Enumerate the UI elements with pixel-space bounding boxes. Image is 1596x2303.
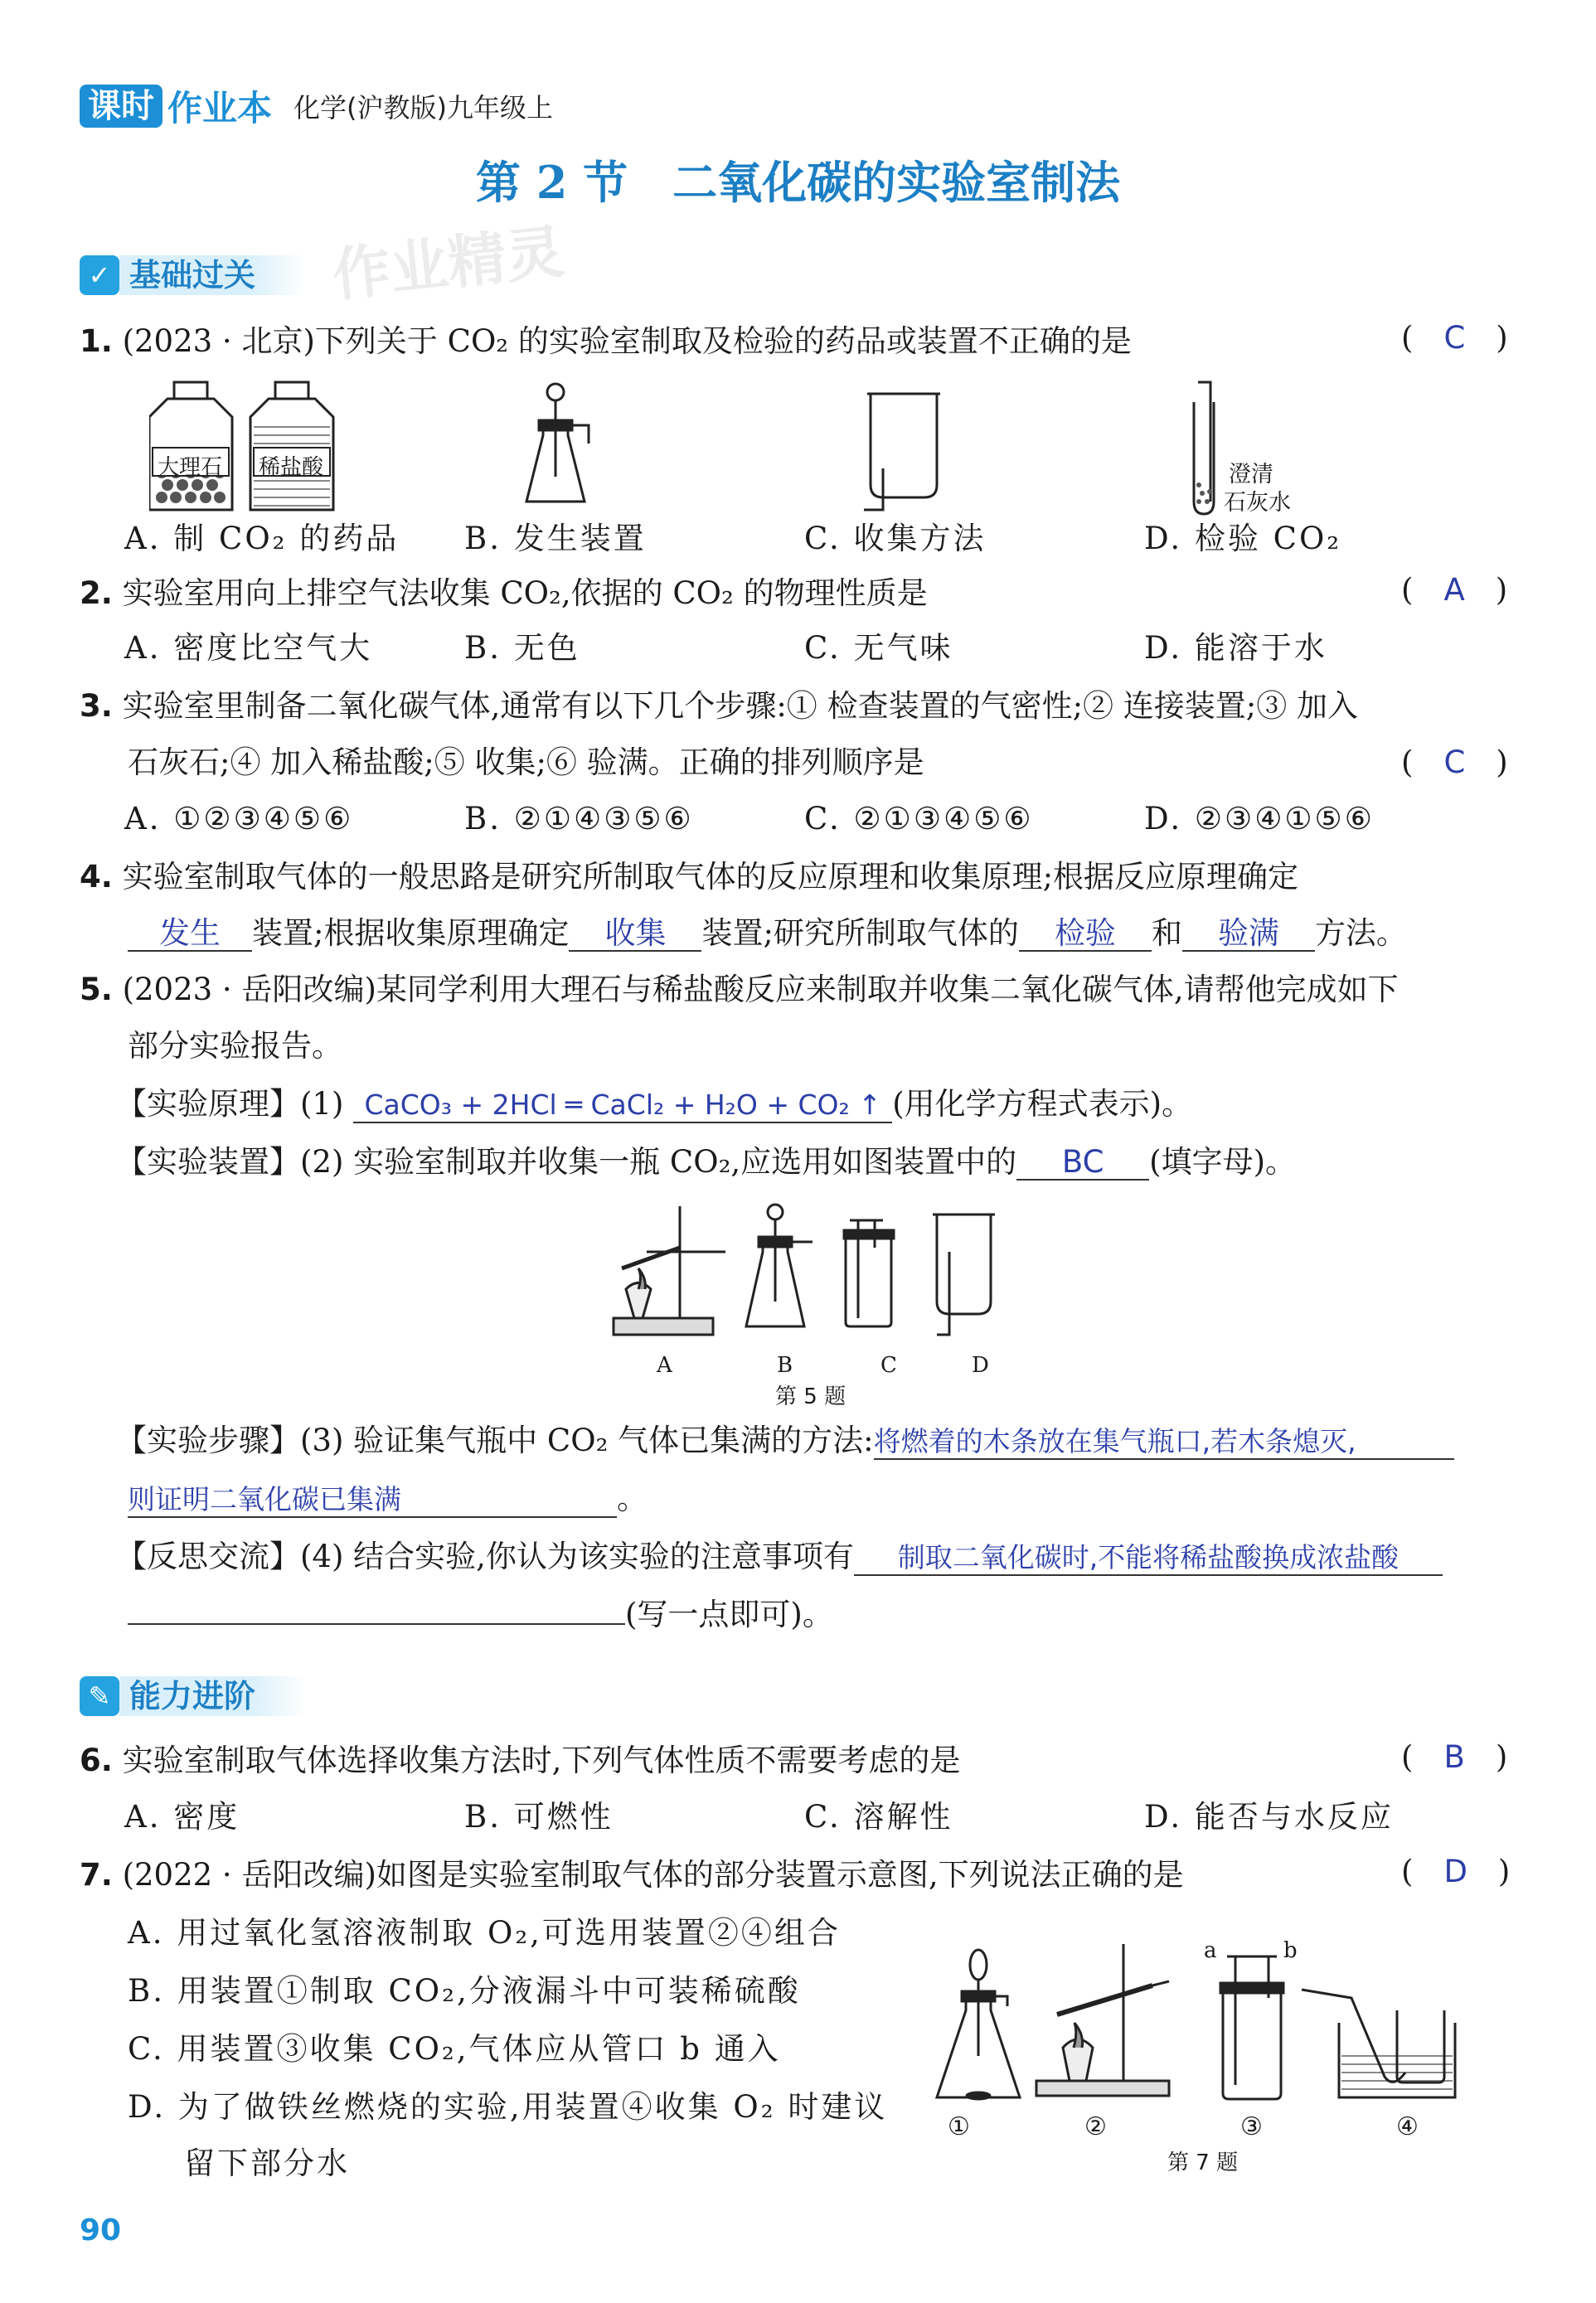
q5-fig-letter-a: A: [657, 1353, 672, 1378]
q7-tube-b: b: [1283, 1938, 1298, 1963]
q5-equation-blank[interactable]: CaCO₃ + 2HCl ═ CaCl₂ + H₂O + CO₂ ↑: [353, 1088, 892, 1123]
q2-option-b: B. 无色: [464, 630, 580, 666]
question-4: [80, 856, 1298, 899]
q5-part3-label: 【实验步骤】(3) 验证集气瓶中 CO₂ 气体已集满的方法:: [116, 1423, 874, 1458]
page-number: 90: [80, 2213, 122, 2247]
question-6: [80, 1739, 960, 1782]
bottle1-label: 大理石: [158, 455, 223, 480]
q6-option-c: C. 溶解性: [804, 1799, 953, 1835]
q5-part-2: [116, 1141, 1296, 1184]
q2-option-d: D. 能溶于水: [1144, 630, 1327, 666]
q5-part-3-line2: [128, 1477, 648, 1520]
q4-text-4: 方法。: [1314, 915, 1407, 951]
question-5-line2: 部分实验报告。: [128, 1028, 342, 1064]
q7-figure: [920, 1940, 1501, 2114]
q3-option-c: C. ②①③④⑤⑥: [804, 801, 1034, 836]
q5-check-blank-1[interactable]: 将燃着的木条放在集气瓶口,若木条熄灭,: [874, 1425, 1454, 1460]
question-number: 7.: [80, 1857, 113, 1893]
q7-tube-a: a: [1204, 1938, 1217, 1963]
q5-fig-letter-d: D: [972, 1353, 989, 1378]
q7-fig-number-1: ①: [948, 2112, 970, 2141]
q1-option-c: C. 收集方法: [804, 521, 987, 556]
question-number: 1.: [80, 323, 113, 359]
q5-part4-tail: (写一点即可)。: [625, 1597, 833, 1632]
q2-option-a: A. 密度比空气大: [124, 630, 373, 666]
q7-fig-caption: 第 7 题: [1167, 2150, 1239, 2175]
apparatus-d-icon: [933, 1215, 995, 1335]
blank-1[interactable]: 发生: [128, 917, 252, 952]
q6-option-d: D. 能否与水反应: [1144, 1799, 1394, 1835]
question-3: [80, 685, 1358, 728]
answer-slot-6: ( B ): [1401, 1739, 1508, 1775]
lime-label-1: 澄清: [1229, 462, 1273, 487]
q5-check-blank-2[interactable]: 则证明二氧化碳已集满: [128, 1483, 617, 1518]
question-4-line2: [128, 912, 1407, 955]
q1-option-d: D. 检验 CO₂: [1144, 521, 1342, 556]
q4-text-1: 装置;根据收集原理确定: [252, 915, 570, 951]
question-text-1: 实验室制取气体的一般思路是研究所制取气体的反应原理和收集原理;根据反应原理确定: [122, 859, 1299, 895]
apparatus-b-icon: [746, 1205, 813, 1326]
question-2: [80, 572, 928, 615]
q3-option-b: B. ②①④③⑤⑥: [464, 801, 694, 836]
q3-option-d: D. ②③④①⑤⑥: [1144, 801, 1375, 836]
bottle-acid-icon: [250, 382, 333, 510]
question-text: 实验室用向上排空气法收集 CO₂,依据的 CO₂ 的物理性质是: [122, 575, 928, 611]
q6-option-b: B. 可燃性: [464, 1799, 614, 1835]
q5-part1-tail: (用化学方程式表示)。: [892, 1086, 1193, 1122]
q7-option-d: D. 为了做铁丝燃烧的实验,用装置④收集 O₂ 时建议: [128, 2089, 888, 2125]
apparatus-a-icon: [614, 1206, 725, 1335]
question-text-1: 实验室里制备二氧化碳气体,通常有以下几个步骤:① 检查装置的气密性;② 连接装置;③ 加入: [122, 688, 1359, 724]
section-advanced: [80, 1675, 305, 1718]
q5-part2-tail: (填字母)。: [1149, 1144, 1297, 1180]
answer-2: A: [1443, 572, 1465, 608]
pencil-icon: ✎: [80, 1676, 119, 1716]
question-text-1: (2023 · 岳阳改编)某同学利用大理石与稀盐酸反应来制取并收集二氧化碳气体,请帮他完成如下: [122, 972, 1399, 1007]
logo-badge: 课时: [80, 85, 163, 128]
q5-part2-label: 【实验装置】(2) 实验室制取并收集一瓶 CO₂,应选用如图装置中的: [116, 1144, 1017, 1180]
q5-part4-label: 【反思交流】(4) 结合实验,你认为该实验的注意事项有: [116, 1539, 854, 1574]
watermark: 作业精灵: [329, 217, 568, 310]
blank-2[interactable]: 收集: [569, 917, 701, 952]
q5-part-4: [116, 1535, 1443, 1578]
q7-option-d-cont: 留下部分水: [184, 2145, 350, 2181]
question-text: 实验室制取气体选择收集方法时,下列气体性质不需要考虑的是: [122, 1743, 961, 1778]
section-advanced-label: 能力进阶: [119, 1676, 305, 1716]
q4-text-2: 装置;研究所制取气体的: [701, 915, 1019, 951]
q4-text-3: 和: [1151, 915, 1182, 951]
question-7: [80, 1854, 1184, 1897]
section-basic: [80, 254, 305, 297]
apparatus-4-icon: [1302, 1990, 1455, 2097]
q5-figure: [597, 1202, 1045, 1351]
test-tube-icon: [1194, 382, 1214, 514]
section-title: 第 2 节 二氧化碳的实验室制法: [475, 156, 1121, 209]
flask-icon: [526, 384, 589, 502]
question-text: (2022 · 岳阳改编)如图是实验室制取气体的部分装置示意图,下列说法正确的是: [122, 1857, 1184, 1893]
check-icon: ✓: [80, 255, 119, 295]
question-number: 6.: [80, 1743, 113, 1778]
apparatus-c-icon: [844, 1220, 894, 1326]
q2-option-c: C. 无气味: [804, 630, 953, 666]
q5-part-3: [116, 1419, 1454, 1462]
question-1: [80, 320, 1132, 363]
q7-fig-number-3: ③: [1240, 2112, 1263, 2141]
answer-6: B: [1443, 1739, 1465, 1775]
question-5: [80, 968, 1399, 1011]
q6-option-a: A. 密度: [124, 1799, 240, 1835]
q7-option-c: C. 用装置③收集 CO₂,气体应从管口 b 通入: [128, 2031, 781, 2067]
gas-bottle-icon: [864, 394, 940, 510]
apparatus-3-icon: [1220, 1956, 1283, 2099]
q7-fig-number-2: ②: [1084, 2112, 1107, 2141]
q5-part-4-line2: [128, 1593, 833, 1636]
question-text: (2023 · 北京)下列关于 CO₂ 的实验室制取及检验的药品或装置不正确的是: [122, 323, 1132, 359]
q5-part-1: [116, 1083, 1192, 1126]
q5-device-blank[interactable]: BC: [1016, 1146, 1149, 1181]
apparatus-1-icon: [937, 1950, 1020, 2099]
subject-label: 化学(沪教版)九年级上: [293, 92, 553, 124]
bottle2-label: 稀盐酸: [259, 455, 324, 480]
answer-slot-7: ( D ): [1401, 1854, 1511, 1889]
logo-text: 作业本: [167, 88, 273, 128]
q7-fig-number-4: ④: [1396, 2112, 1419, 2141]
q5-note-blank[interactable]: 制取二氧化碳时,不能将稀盐酸换成浓盐酸: [854, 1541, 1443, 1576]
q5-fig-caption: 第 5 题: [775, 1384, 847, 1409]
lime-label-2: 石灰水: [1224, 490, 1291, 516]
apparatus-2-icon: [1036, 1944, 1169, 2096]
answer-slot-3: ( C ): [1401, 744, 1508, 780]
q5-note-blank-2[interactable]: [128, 1623, 625, 1625]
question-number: 4.: [80, 859, 113, 895]
q7-option-b: B. 用装置①制取 CO₂,分液漏斗中可装稀硫酸: [128, 1973, 801, 2009]
answer-3: C: [1443, 744, 1466, 780]
question-number: 3.: [80, 688, 113, 724]
section-basic-label: 基础过关: [119, 255, 305, 295]
q1-option-a: A. 制 CO₂ 的药品: [124, 521, 400, 556]
q5-part1-label: 【实验原理】(1): [116, 1086, 344, 1122]
bottle-marble-icon: [149, 382, 232, 510]
answer-7: D: [1443, 1854, 1467, 1889]
blank-4[interactable]: 验满: [1182, 917, 1315, 952]
q5-part3-tail: 。: [617, 1481, 648, 1516]
question-number: 5.: [80, 972, 113, 1007]
q1-option-b: B. 发生装置: [464, 521, 647, 556]
q5-fig-letter-c: C: [880, 1353, 897, 1378]
q7-option-a: A. 用过氧化氢溶液制取 O₂,可选用装置②④组合: [128, 1915, 841, 1951]
answer-slot-2: ( A ): [1401, 572, 1508, 608]
question-3-line2: 石灰石;④ 加入稀盐酸;⑤ 收集;⑥ 验满。正确的排列顺序是: [128, 744, 924, 780]
question-number: 2.: [80, 575, 113, 611]
answer-1: C: [1443, 320, 1466, 356]
q3-option-a: A. ①②③④⑤⑥: [124, 801, 354, 836]
q5-fig-letter-b: B: [777, 1353, 793, 1378]
blank-3[interactable]: 检验: [1019, 917, 1152, 952]
header-logo: [80, 81, 553, 131]
answer-slot-1: ( C ): [1401, 320, 1508, 356]
